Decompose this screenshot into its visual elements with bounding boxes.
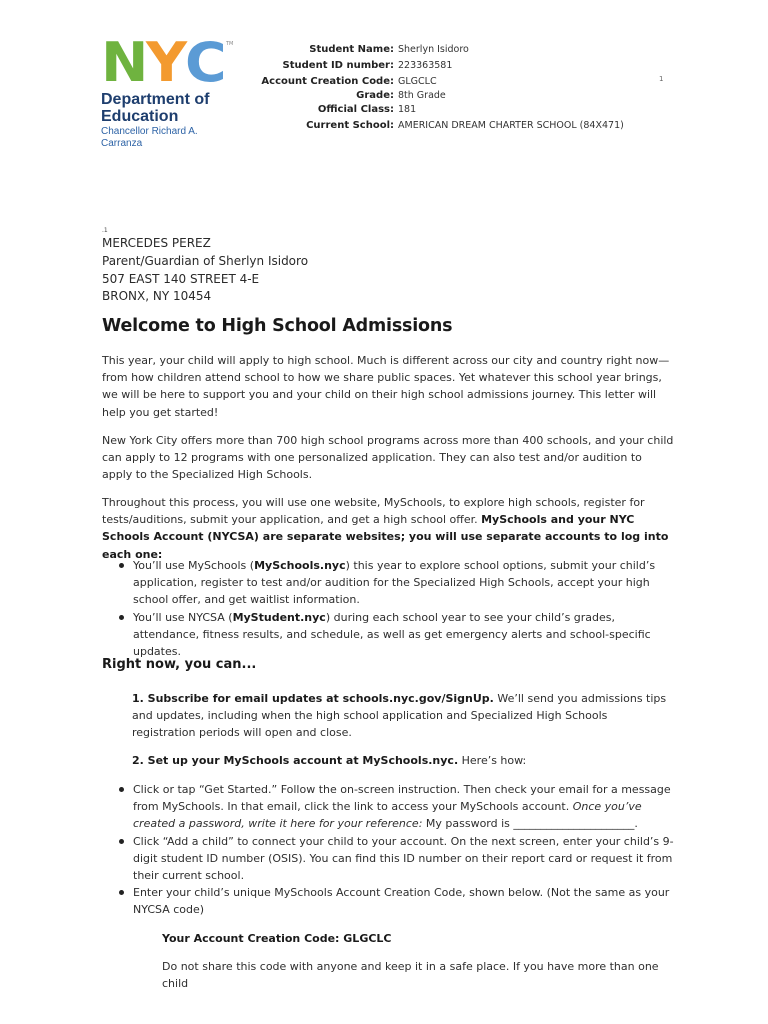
setup-step-get-started [102,781,674,833]
logo-letter-c: C [185,31,225,94]
programs-paragraph: New York City offers more than 700 high school programs across more than 400 schools, and your child can apply to 12 programs with one personalized application. They can also test and/or audition to apply to the Specialized High Schools. [102,434,674,482]
websites-paragraph-text: Throughout this process, you will use one website, MySchools, to explore high schools, register for tests/auditions, submit your application, and get a high school offer. [102,496,645,527]
department-name [101,91,241,125]
info-value: Sherlyn Isidoro [398,44,469,55]
websites-list [102,557,674,660]
websites-paragraph-emphasis: MySchools and your NYC Schools Account (NYCSA) are separate websites; you will use separate accounts to log into each one: [102,513,669,561]
info-value: GLGCLC [398,76,437,87]
page-mark: 1 [659,75,664,83]
account-creation-code-text: Your Account Creation Code: GLGCLC [162,932,392,945]
step-1-title: 1. Subscribe for email updates at schools.nyc.gov/SignUp. [132,692,494,705]
chancellor-name: Chancellor Richard A. Carranza [101,126,198,149]
code-warning: Do not share this code with anyone and keep it in a safe place. If you have more than one child [162,960,659,991]
info-row-student-id [260,59,624,72]
mailing-address [102,226,308,306]
info-label: Current School: [306,120,394,131]
info-row-official-class [260,103,624,116]
intro-paragraph: This year, your child will apply to high school. Much is different across our city and country right now—from how children attend school to how we share public spaces. Yet whatever this school year brings, we will be here to support you and your child on their high school admissions journey. This letter will help you get started! [102,354,670,419]
info-label: Grade: [356,90,394,101]
step-2-title: 2. Set up your MySchools account at MySchools.nyc. [132,754,459,767]
account-creation-code [162,930,674,947]
department-line-1: Department of [101,91,210,108]
info-value: AMERICAN DREAM CHARTER SCHOOL (84X471) [398,120,624,131]
list-text: ) during each school year to see your child’s grades, attendance, fitness results, and schedule, as well as get emergency alerts and school-specific updates. [133,610,651,659]
info-row-grade [260,89,624,102]
step-2-text: Here’s how: [458,754,527,767]
street-address: 507 EAST 140 STREET 4-E [102,271,260,286]
info-value: 181 [398,104,417,115]
letter-title: Welcome to High School Admissions [102,316,453,336]
step-1-text: We’ll send you admissions tips and updates, including when the high school application and Specialized High Schools registration periods will open and close. [132,692,667,740]
trademark-mark: TM [225,41,234,47]
address-reference: .1 [102,227,108,234]
info-label: Student ID number: [282,60,394,71]
info-value: 223363581 [398,60,453,71]
mystudent-link-text: MyStudent.nyc [232,610,326,624]
websites-paragraph [102,494,674,563]
info-value: 8th Grade [398,90,446,101]
department-line-2: Education [101,108,179,125]
list-text: You’ll use MySchools ( [133,559,255,572]
info-label: Student Name: [309,44,394,55]
password-blank: My password is ______________________. [422,817,638,831]
right-now-heading: Right now, you can... [102,657,257,672]
info-row-student-name [260,43,624,56]
list-item-nycsa [102,609,674,661]
list-item-myschools [102,557,674,609]
info-row-current-school [260,119,624,132]
password-note: Once you’ve created a password, write it here for your reference: [133,800,642,831]
setup-step-enter-code [102,884,674,918]
logo-letter-y: Y [146,31,186,94]
info-label: Official Class: [317,104,394,115]
step-2 [132,752,674,769]
list-text: Click or tap “Get Started.” Follow the on-screen instruction. Then check your email for a message from MySchools. In that email, click the link to access your MySchools account. [133,783,671,814]
step-1 [132,690,674,742]
nyc-doe-logo [101,31,241,150]
city-state-zip: BRONX, NY 10454 [102,289,212,304]
list-text: ) this year to explore school options, submit your child’s application, register to test and/or audition for the Specialized High Schools, accept your high school offer, and get waitlist information. [133,559,656,607]
setup-step-add-child [102,833,674,885]
student-info-block [260,43,624,135]
list-text: Click “Add a child” to connect your child to your account. On the next screen, enter your child’s 9-digit student ID number (OSIS). You can find this ID number on their report card or request it from their current school. [133,834,674,883]
myschools-link-text: MySchools.nyc [254,559,346,572]
recipient-name: MERCEDES PEREZ [102,236,211,250]
list-text: Enter your child’s unique MySchools Account Creation Code, shown below. (Not the same as your NYCSA code) [133,886,670,917]
setup-steps-list [102,781,674,919]
nyc-wordmark [101,31,241,94]
info-row-account-code [260,75,624,88]
recipient-relation: Parent/Guardian of Sherlyn Isidoro [102,253,309,268]
info-label: Account Creation Code: [261,76,394,87]
list-text: You’ll use NYCSA ( [133,610,233,624]
logo-letter-n: N [101,31,147,94]
